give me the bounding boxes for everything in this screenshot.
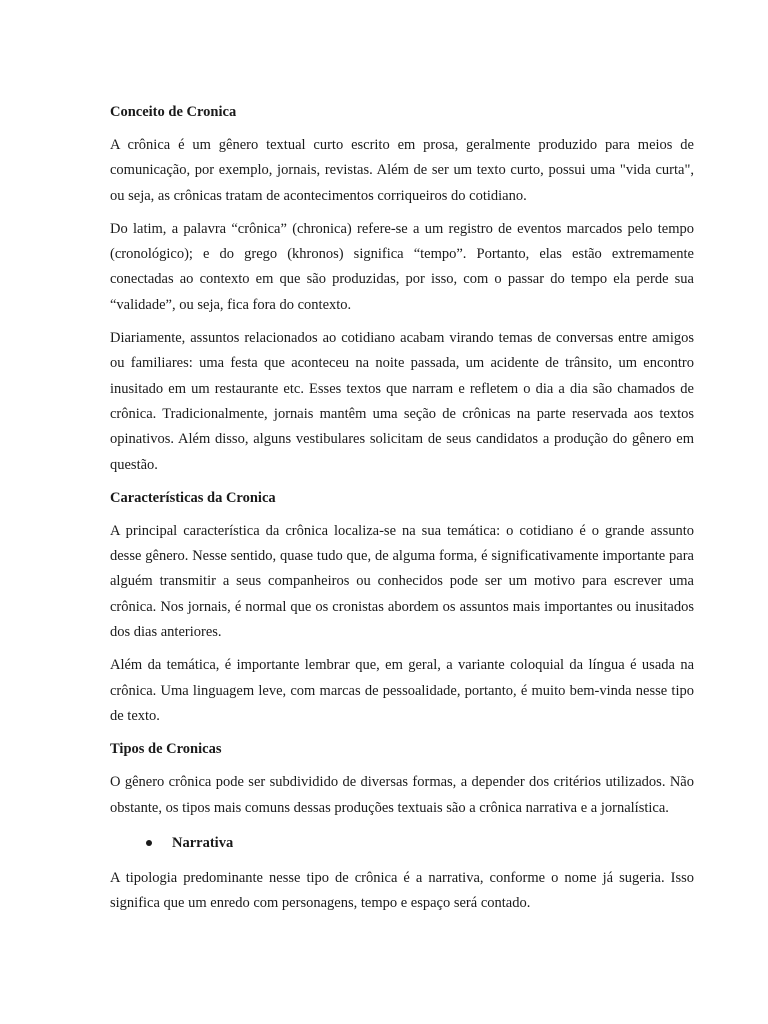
paragraph: A crônica é um gênero textual curto escrito em prosa, geralmente produzido para meios de comunicação, por exemplo, jornais, revistas. Além de ser um texto curto, possui uma "vida curta", ou seja, as crônicas tratam de acontecimentos corriqueiros do cotidiano. xyxy=(110,137,694,204)
paragraph: A tipologia predominante nesse tipo de crônica é a narrativa, conforme o nome já sugeria. Isso significa que um enredo com personagens, tempo e espaço será contado. xyxy=(110,869,694,912)
section-heading-tipos: Tipos de Cronicas xyxy=(110,741,222,758)
bullet-item-narrativa xyxy=(146,831,694,856)
bullet-dot-icon xyxy=(146,840,152,846)
paragraph: A principal característica da crônica localiza-se na sua temática: o cotidiano é o grande assunto desse gênero. Nesse sentido, quase tudo que, de alguma forma, é significativamente importante para alguém transmitir a seus companheiros ou conhecidos pode ser um motivo para escrever uma crônica. Nos jornais, é normal que os cronistas abordem os assuntos mais importantes ou inusitados dos dias anteriores. xyxy=(110,522,694,641)
paragraph: Do latim, a palavra “crônica” (chronica) refere-se a um registro de eventos marcados pelo tempo (cronológico); e do grego (khronos) significa “tempo”. Portanto, elas estão extremamente conectadas ao contexto em que são produzidas, por isso, com o passar do tempo ela perde sua “validade”, ou seja, fica fora do contexto. xyxy=(110,220,694,313)
bullet-label: Narrativa xyxy=(172,834,234,851)
document-page xyxy=(110,92,694,924)
section-heading-conceito: Conceito de Cronica xyxy=(110,104,237,120)
paragraph: O gênero crônica pode ser subdividido de diversas formas, a depender dos critérios utilizados. Não obstante, os tipos mais comuns dessas produções textuais são a crônica narrativa e a jornalística. xyxy=(110,774,694,816)
paragraph: Além da temática, é importante lembrar que, em geral, a variante coloquial da língua é usada na crônica. Uma linguagem leve, com marcas de pessoalidade, portanto, é muito bem-vinda nesse tipo de texto. xyxy=(110,657,694,724)
section-heading-caracteristicas: Características da Cronica xyxy=(110,489,276,506)
paragraph: Diariamente, assuntos relacionados ao cotidiano acabam virando temas de conversas entre amigos ou familiares: uma festa que aconteceu na noite passada, um acidente de trânsito, um encontro inusitado em um restaurante etc. Esses textos que narram e refletem o dia a dia são chamados de crônica. Tradicionalmente, jornais mantêm uma seção de crônicas na parte reservada aos textos opinativos. Além disso, alguns vestibulares solicitam de seus candidatos a produção do gênero em questão. xyxy=(110,330,694,473)
